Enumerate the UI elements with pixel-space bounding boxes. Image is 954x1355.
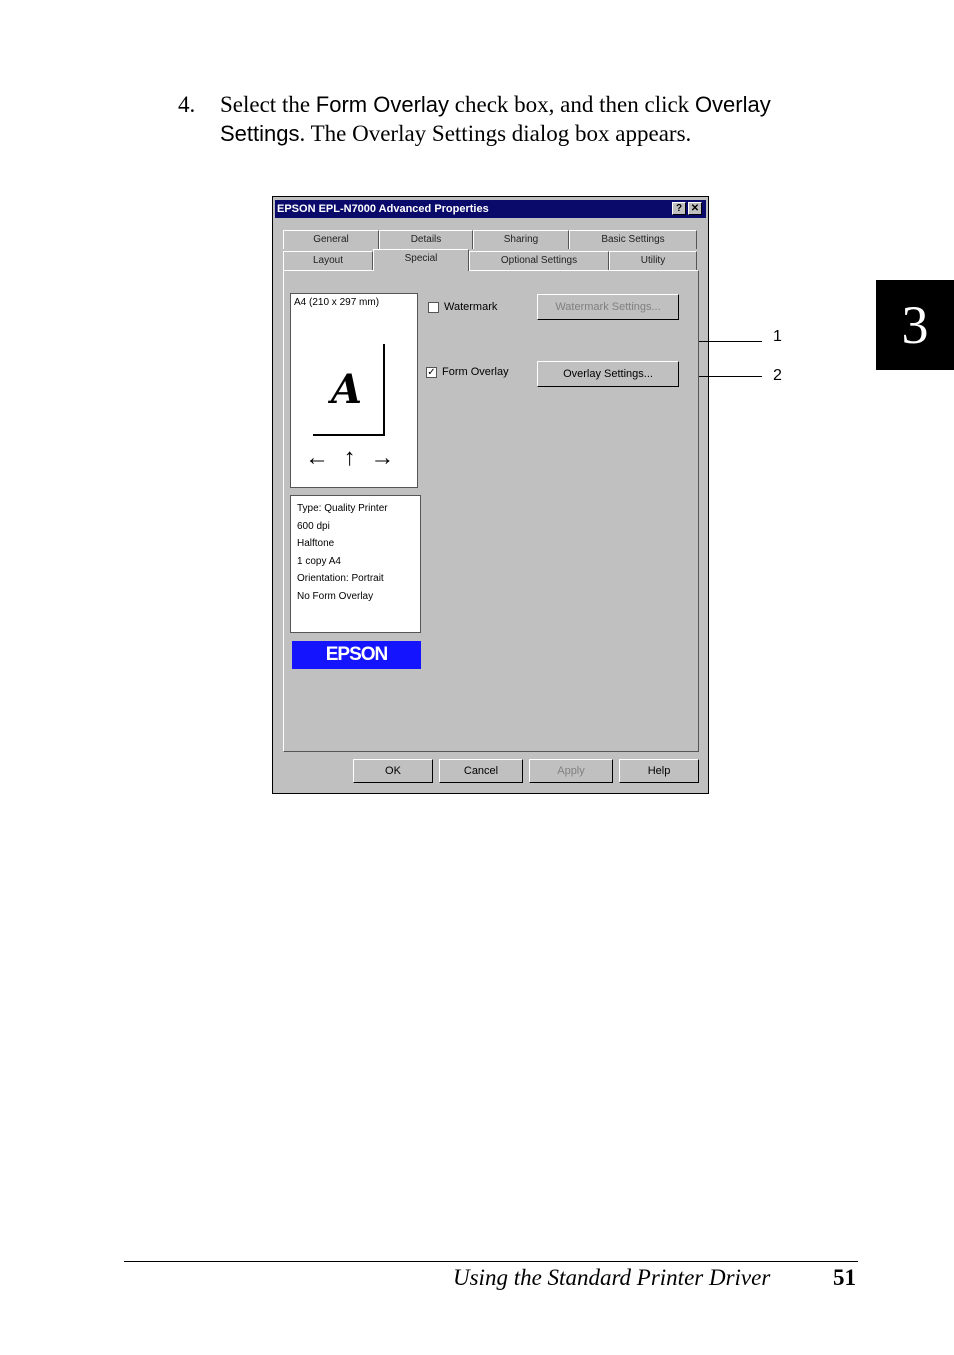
step-text-part-3: . The Overlay Settings dialog box appears. (299, 121, 692, 146)
tab-optional-settings[interactable]: Optional Settings (469, 251, 609, 270)
callout-1-number: 1 (773, 328, 782, 345)
tab-utility[interactable]: Utility (609, 251, 697, 270)
paper-preview (290, 293, 418, 488)
watermark-checkbox-row[interactable] (428, 301, 497, 313)
tab-details[interactable]: Details (379, 230, 473, 249)
step-ui-overlay-settings: Overlay Settings (220, 92, 771, 146)
watermark-checkbox[interactable] (428, 302, 439, 313)
tab-special[interactable]: Special (373, 249, 469, 271)
info-line: 600 dpi (297, 520, 330, 532)
chapter-tab: 3 (876, 280, 954, 370)
tab-panel (283, 270, 699, 752)
page-arrows-icon: ← ↑ → (305, 444, 399, 471)
overlay-settings-button[interactable]: Overlay Settings... (537, 361, 679, 387)
watermark-settings-button[interactable]: Watermark Settings... (537, 294, 679, 320)
preview-letter: A (331, 366, 363, 413)
settings-info-box (290, 495, 421, 633)
step-ui-form-overlay: Form Overlay (315, 92, 450, 117)
tab-general[interactable]: General (283, 230, 379, 249)
form-overlay-label: Form Overlay (442, 366, 509, 378)
step-text-part-1: Select the (220, 92, 316, 117)
form-overlay-checkbox[interactable]: ✓ (427, 366, 436, 378)
step-text-part-2: check box, and then click (449, 92, 695, 117)
dialog-titlebar (275, 200, 706, 218)
tab-sharing[interactable]: Sharing (473, 230, 569, 249)
paper-size-label: A4 (210 x 297 mm) (294, 297, 380, 308)
close-icon[interactable]: ✕ (688, 202, 702, 215)
page-number: 51 (833, 1265, 856, 1290)
step-number: 4. (178, 92, 196, 117)
info-line: 1 copy A4 (297, 555, 341, 567)
ok-button[interactable]: OK (353, 759, 433, 783)
info-line: Halftone (297, 538, 335, 549)
help-button[interactable]: Help (619, 759, 699, 783)
info-line: Orientation: Portrait (297, 573, 384, 584)
footer-rule (124, 1261, 858, 1262)
tab-layout[interactable]: Layout (283, 251, 373, 270)
callout-2-number: 2 (773, 367, 782, 384)
advanced-properties-dialog (272, 196, 709, 794)
info-line: Type: Quality Printer (297, 503, 388, 514)
form-overlay-checkbox-row[interactable] (426, 366, 509, 378)
apply-button[interactable]: Apply (529, 759, 613, 783)
help-title-button[interactable]: ? (672, 202, 686, 215)
watermark-label: Watermark (444, 301, 498, 313)
dialog-title: EPSON EPL-N7000 Advanced Properties (277, 203, 489, 215)
cancel-button[interactable]: Cancel (439, 759, 523, 783)
step-text (220, 90, 860, 148)
info-line: No Form Overlay (297, 590, 374, 602)
footer-chapter-title: Using the Standard Printer Driver (453, 1265, 771, 1290)
epson-logo: EPSON (292, 641, 421, 669)
tab-basic-settings[interactable]: Basic Settings (569, 230, 697, 249)
